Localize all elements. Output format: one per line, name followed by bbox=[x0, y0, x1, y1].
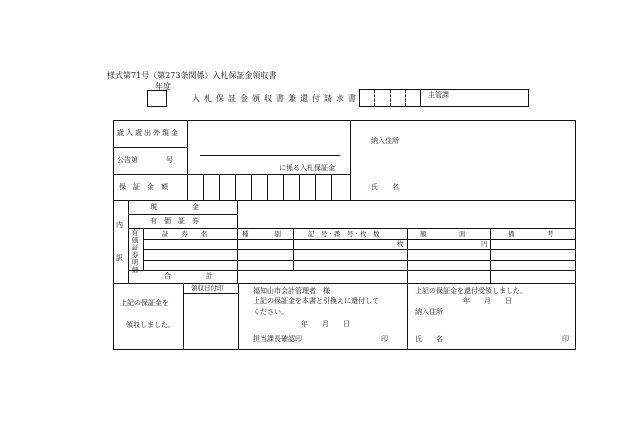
divider bbox=[350, 120, 351, 200]
date-line: 年 月 日 bbox=[301, 320, 350, 328]
section-code-divider bbox=[420, 90, 421, 106]
amount-cell[interactable] bbox=[251, 174, 252, 200]
column-header: 備 考 bbox=[508, 230, 554, 238]
divider bbox=[407, 228, 408, 283]
total-label: 合 計 bbox=[164, 272, 213, 280]
received-text: 領収しました。 bbox=[126, 321, 175, 329]
date-line-2: 年 月 日 bbox=[463, 297, 512, 305]
document-title: 入札保証金領収書兼還付請求書 bbox=[192, 94, 360, 103]
securities-label: 有 価 証 券 bbox=[150, 217, 199, 225]
amount-cell[interactable] bbox=[299, 174, 300, 200]
column-header: 記 号・番 号・枚 数 bbox=[308, 230, 380, 238]
amount-cell[interactable] bbox=[203, 174, 204, 200]
divider bbox=[237, 200, 238, 228]
column-header: 額 面 bbox=[420, 230, 466, 238]
breakdown-side-label: 内 bbox=[116, 221, 123, 229]
yen-unit: 円 bbox=[481, 240, 488, 248]
payer-name-label-2: 氏 名 bbox=[415, 335, 443, 343]
divider bbox=[293, 228, 294, 270]
form-title: 様式第71号（第273条関係）入札保証金領収書 bbox=[107, 71, 277, 80]
revenue-label: 歳入歳出外現金 bbox=[117, 129, 180, 137]
column-header: 種 別 bbox=[242, 230, 281, 238]
notice-number-label: 公告第 号 bbox=[117, 156, 173, 164]
addressee: 福知山市会計管理者 様 bbox=[253, 287, 330, 295]
divider bbox=[407, 283, 408, 350]
section-code-divider bbox=[405, 90, 406, 106]
notice-underline[interactable] bbox=[200, 155, 340, 156]
securities-detail-label: 有価証券明細 bbox=[130, 229, 139, 274]
year-box[interactable] bbox=[147, 90, 167, 107]
cash-label: 現 金 bbox=[150, 203, 199, 211]
breakdown-side-label: 訳 bbox=[116, 254, 123, 262]
seal-mark-2: 印 bbox=[562, 335, 569, 343]
divider bbox=[187, 120, 188, 200]
divider bbox=[143, 239, 576, 240]
amount-cell[interactable] bbox=[315, 174, 316, 200]
bid-deposit-suffix: に係る入札保証金 bbox=[279, 164, 335, 172]
received-text: 上記の保証金を bbox=[120, 299, 169, 307]
divider bbox=[490, 228, 491, 283]
payer-name-label: 氏 名 bbox=[371, 183, 399, 191]
refund-received-text: 上記の保証金を還付受領しました。 bbox=[415, 287, 527, 295]
divider bbox=[113, 200, 576, 201]
payer-address-label-2: 納入住所 bbox=[415, 308, 443, 316]
amount-cell[interactable] bbox=[235, 174, 236, 200]
confirm-label: 担当課長確認印 bbox=[253, 335, 302, 343]
section-head-label: 主管課 bbox=[428, 91, 449, 99]
divider bbox=[237, 228, 238, 283]
section-code-divider bbox=[374, 90, 375, 106]
amount-cell[interactable] bbox=[219, 174, 220, 200]
refund-request-text: ください。 bbox=[253, 308, 288, 316]
receipt-stamp-label: 領収日付印 bbox=[191, 284, 224, 292]
amount-cell[interactable] bbox=[331, 174, 332, 200]
divider bbox=[128, 270, 576, 271]
amount-cell[interactable] bbox=[267, 174, 268, 200]
fiscal-year-label: 年度 bbox=[155, 82, 171, 91]
deposit-amount-label: 保 証 金 額 bbox=[119, 183, 168, 191]
divider bbox=[143, 260, 576, 261]
divider bbox=[128, 228, 576, 229]
seal-mark: 印 bbox=[381, 335, 388, 343]
divider bbox=[128, 214, 237, 215]
payer-address-label: 納入住所 bbox=[371, 137, 399, 145]
divider bbox=[113, 147, 187, 148]
column-header: 証 券 名 bbox=[162, 230, 208, 238]
sheets-unit: 枚 bbox=[397, 240, 404, 248]
section-code-divider bbox=[390, 90, 391, 106]
divider bbox=[238, 283, 239, 350]
divider bbox=[183, 293, 238, 294]
amount-cell[interactable] bbox=[283, 174, 284, 200]
refund-request-text: 上記の保証金を本書と引換えに還付して bbox=[253, 297, 379, 305]
divider bbox=[143, 249, 576, 250]
